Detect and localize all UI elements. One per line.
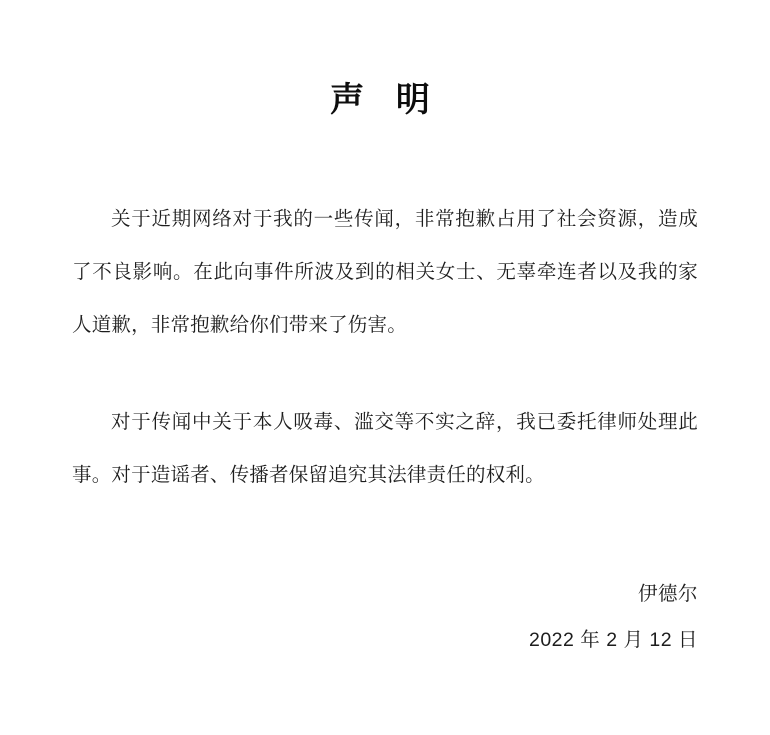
statement-body [72,193,698,502]
signature-date: 2022 年 2 月 12 日 [528,629,698,651]
paragraph-1: 关于近期网络对于我的一些传闻，非常抱歉占用了社会资源，造成了不良影响。在此向事件所波及到的相关女士、无辜牵连者以及我的家人道歉，非常抱歉给你们带来了伤害。 [72,208,698,336]
paragraph-2: 对于传闻中关于本人吸毒、滥交等不实之辞，我已委托律师处理此事。对于造谣者、传播者保留追究其法律责任的权利。 [72,411,698,486]
signature-name: 伊德尔 [637,583,698,605]
signature-block [529,571,698,663]
page-title: 声 明 [330,80,440,120]
